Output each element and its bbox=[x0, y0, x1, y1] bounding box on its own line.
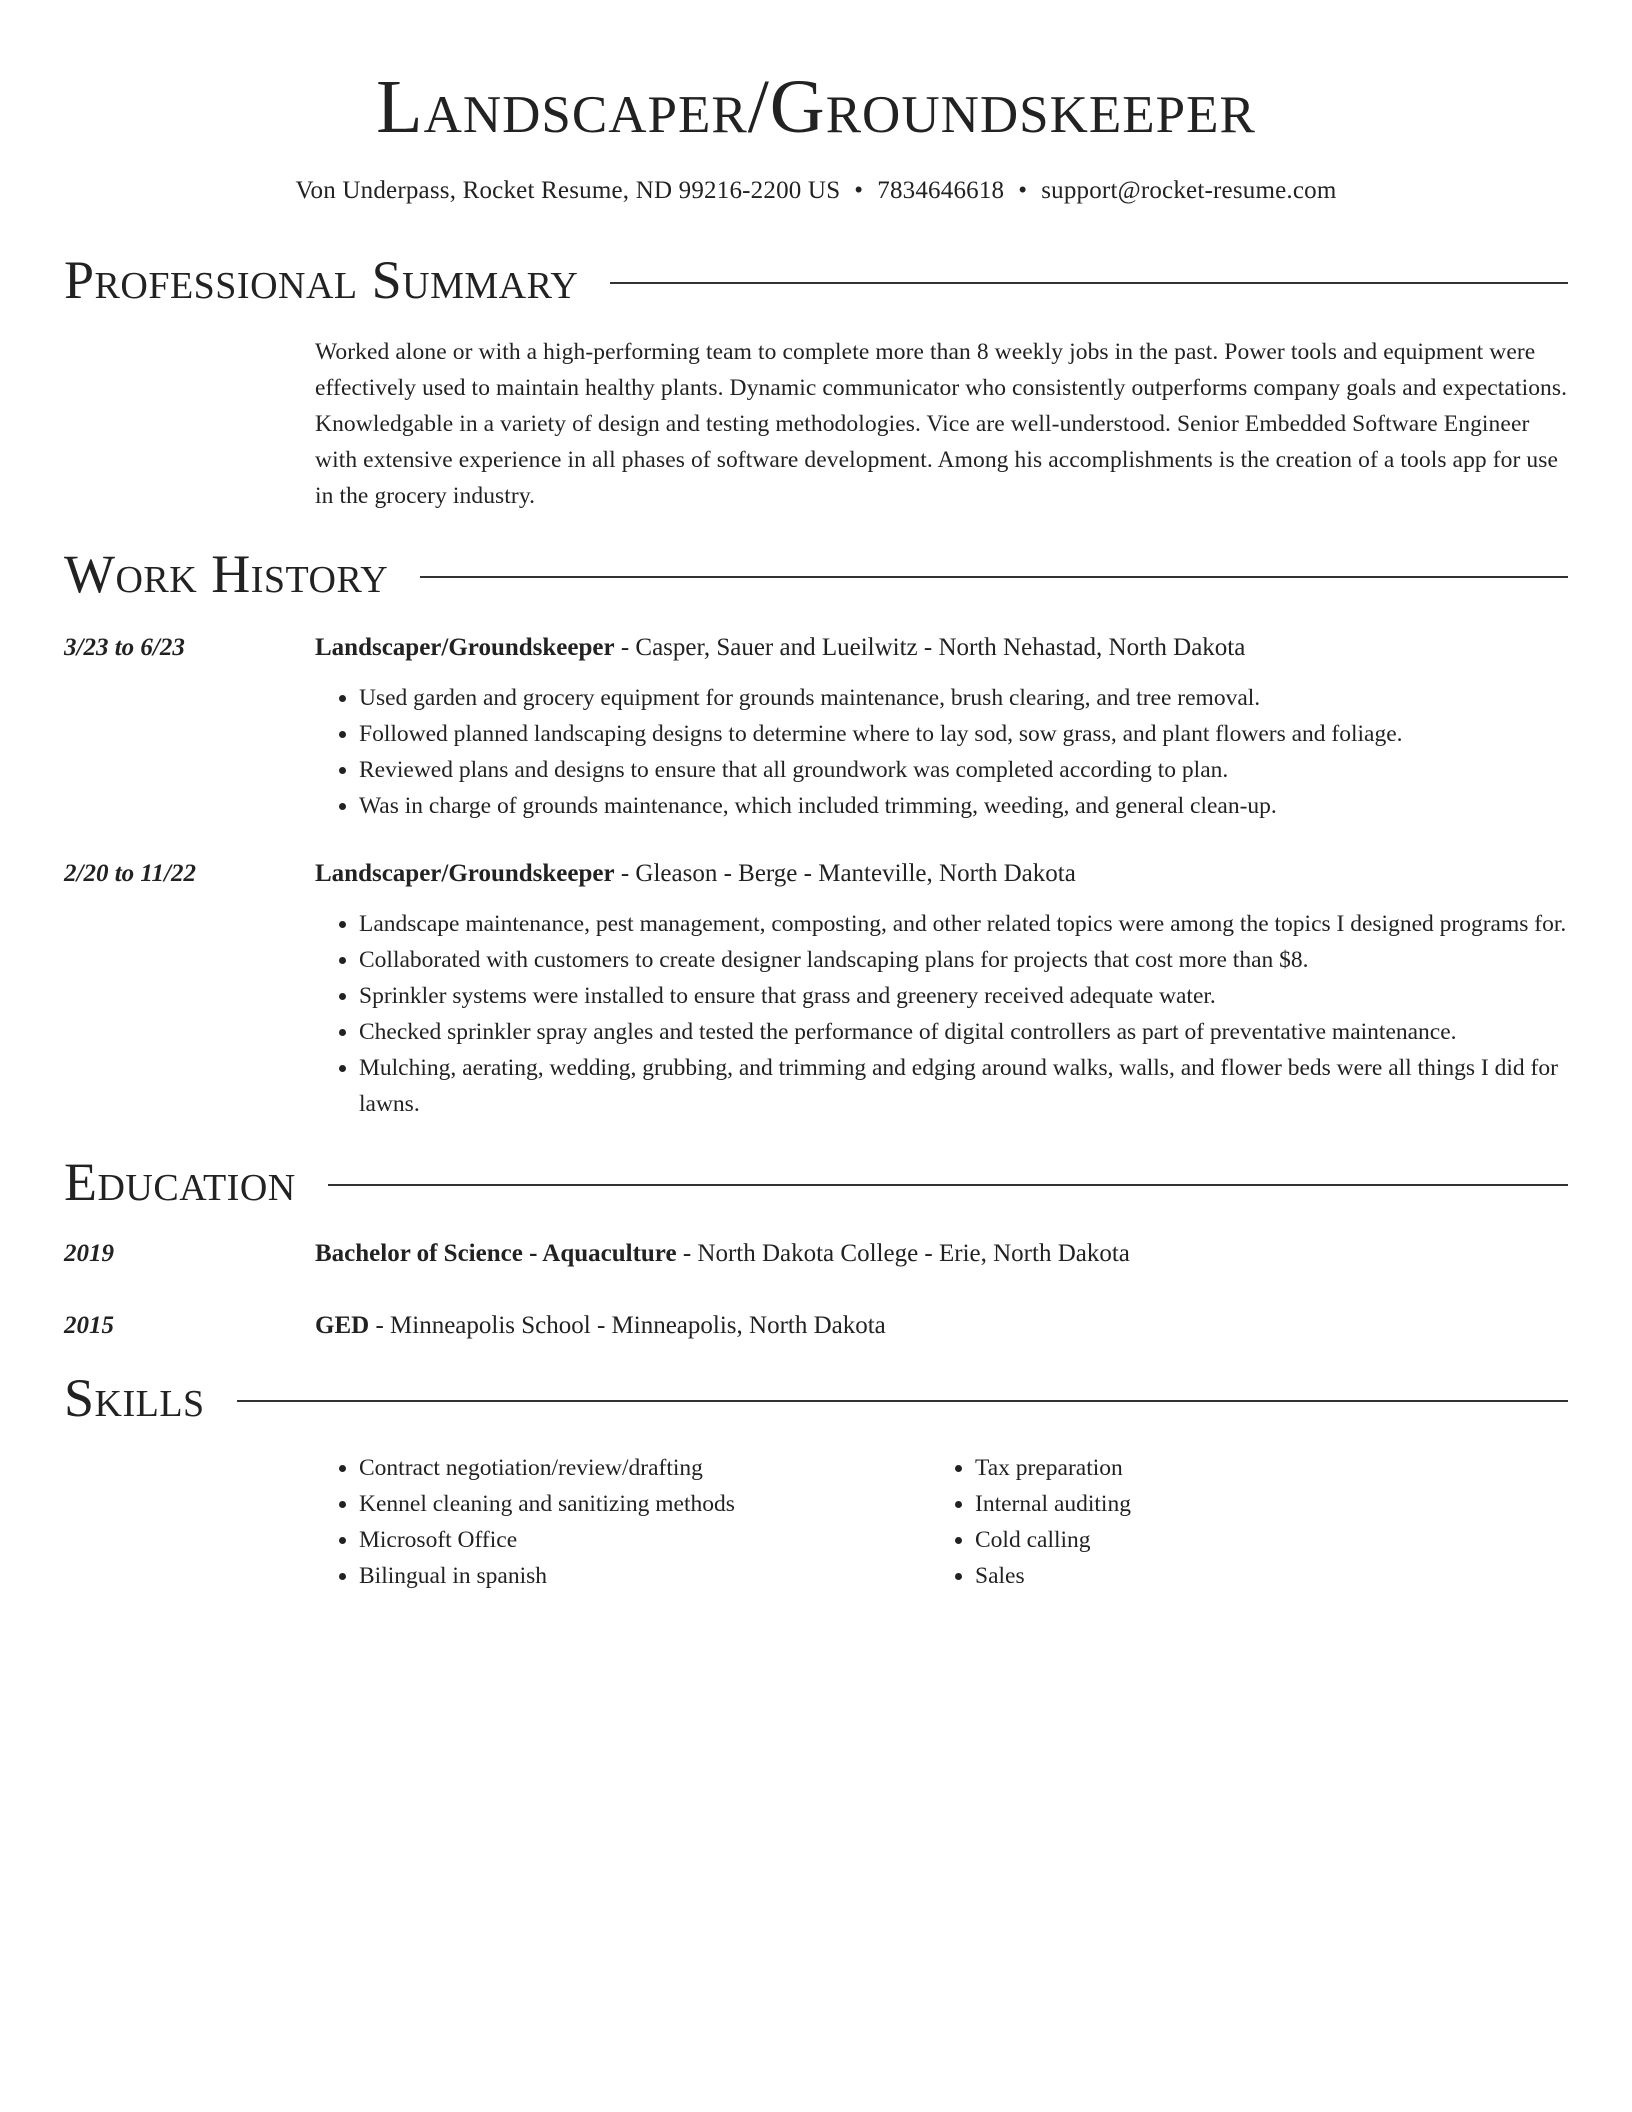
list-item: • Bilingual in spanish bbox=[359, 1558, 931, 1594]
job-bullets bbox=[315, 906, 1568, 1122]
summary-section-header bbox=[64, 250, 1568, 310]
job-details: - Gleason - Berge - Manteville, North Dakota bbox=[614, 860, 1076, 887]
skills-section-header bbox=[64, 1368, 1568, 1428]
section-divider bbox=[610, 282, 1568, 284]
job-details: - Casper, Sauer and Lueilwitz - North Nehastad, North Dakota bbox=[614, 634, 1246, 661]
list-item: • Landscape maintenance, pest management, composting, and other related topics were among the topics I designed programs for. bbox=[359, 906, 1568, 942]
contact-email: support@rocket-resume.com bbox=[1041, 177, 1337, 204]
list-item: • Sprinkler systems were installed to ensure that grass and greenery received adequate water. bbox=[359, 978, 1568, 1014]
list-item: • Microsoft Office bbox=[359, 1522, 931, 1558]
contact-line bbox=[64, 174, 1568, 208]
section-divider bbox=[237, 1400, 1568, 1402]
list-item: • Cold calling bbox=[975, 1522, 1547, 1558]
list-item: • Collaborated with customers to create designer landscaping plans for projects that cost more than $8. bbox=[359, 942, 1568, 978]
section-divider bbox=[420, 576, 1568, 578]
education-body bbox=[315, 1236, 1568, 1272]
list-item: • Sales bbox=[975, 1558, 1547, 1594]
contact-phone: 7834646618 bbox=[877, 177, 1005, 204]
list-item: • Internal auditing bbox=[975, 1486, 1547, 1522]
education-details: - North Dakota College - Erie, North Dakota bbox=[676, 1240, 1130, 1267]
list-item: • Mulching, aerating, wedding, grubbing, and trimming and edging around walks, walls, and flower beds were all things I did for lawns. bbox=[359, 1050, 1568, 1122]
skills-column-right bbox=[931, 1450, 1547, 1594]
education-heading bbox=[315, 1308, 1568, 1344]
job-body bbox=[315, 630, 1568, 824]
section-divider bbox=[328, 1184, 1568, 1186]
list-item: • Followed planned landscaping designs to determine where to lay sod, sow grass, and plant flowers and foliage. bbox=[359, 716, 1568, 752]
skills-bullets bbox=[931, 1450, 1547, 1594]
education-section-title: Education bbox=[64, 1152, 296, 1212]
contact-address: Von Underpass, Rocket Resume, ND 99216-2200 US bbox=[295, 177, 841, 204]
summary-section-title: Professional Summary bbox=[64, 250, 579, 310]
job-bullets bbox=[315, 680, 1568, 824]
job-heading bbox=[315, 630, 1568, 666]
skills-column-left bbox=[315, 1450, 931, 1594]
education-year: 2019 bbox=[64, 1240, 114, 1267]
education-year: 2015 bbox=[64, 1312, 114, 1339]
resume-page bbox=[64, 0, 1568, 1594]
job-entry bbox=[64, 856, 1568, 1122]
job-entry bbox=[64, 630, 1568, 824]
education-degree: GED bbox=[315, 1312, 370, 1339]
education-degree: Bachelor of Science - Aquaculture bbox=[315, 1240, 677, 1267]
skills-list bbox=[315, 1450, 1568, 1594]
education-section-header bbox=[64, 1152, 1568, 1212]
education-entry bbox=[64, 1308, 1568, 1344]
job-dates: 2/20 to 11/22 bbox=[64, 860, 196, 887]
skills-section-title: Skills bbox=[64, 1368, 205, 1428]
job-role: Landscaper/Groundskeeper bbox=[315, 860, 615, 887]
list-item: • Kennel cleaning and sanitizing methods bbox=[359, 1486, 931, 1522]
candidate-name: Landscaper/Groundskeeper bbox=[376, 65, 1256, 149]
contact-separator: • bbox=[1018, 177, 1028, 204]
list-item: • Tax preparation bbox=[975, 1450, 1547, 1486]
education-heading bbox=[315, 1236, 1568, 1272]
education-details: - Minneapolis School - Minneapolis, North Dakota bbox=[369, 1312, 886, 1339]
list-item: • Used garden and grocery equipment for grounds maintenance, brush clearing, and tree removal. bbox=[359, 680, 1568, 716]
job-heading bbox=[315, 856, 1568, 892]
job-dates: 3/23 to 6/23 bbox=[64, 634, 185, 661]
job-role: Landscaper/Groundskeeper bbox=[315, 634, 615, 661]
education-entry bbox=[64, 1236, 1568, 1272]
education-body bbox=[315, 1308, 1568, 1344]
work-section-title: Work History bbox=[64, 544, 389, 604]
list-item: • Was in charge of grounds maintenance, which included trimming, weeding, and general clean-up. bbox=[359, 788, 1568, 824]
skills-bullets bbox=[315, 1450, 931, 1594]
list-item: • Reviewed plans and designs to ensure that all groundwork was completed according to plan. bbox=[359, 752, 1568, 788]
list-item: • Checked sprinkler spray angles and tested the performance of digital controllers as part of preventative maintenance. bbox=[359, 1014, 1568, 1050]
contact-separator: • bbox=[854, 177, 864, 204]
work-section-header bbox=[64, 544, 1568, 604]
summary-text: Worked alone or with a high-performing team to complete more than 8 weekly jobs in the past. Power tools and equipment were effectively used to maintain healthy plants. Dynamic communicator who consistently outperforms company goals and expectations. Knowledgable in a variety of design and testing methodologies. Vice are well-understood. Senior Embedded Software Engineer with extensive experience in all phases of software development. Among his accomplishments is the creation of a tools app for use in the grocery industry. bbox=[315, 339, 1568, 509]
job-body bbox=[315, 856, 1568, 1122]
list-item: • Contract negotiation/review/drafting bbox=[359, 1450, 931, 1486]
